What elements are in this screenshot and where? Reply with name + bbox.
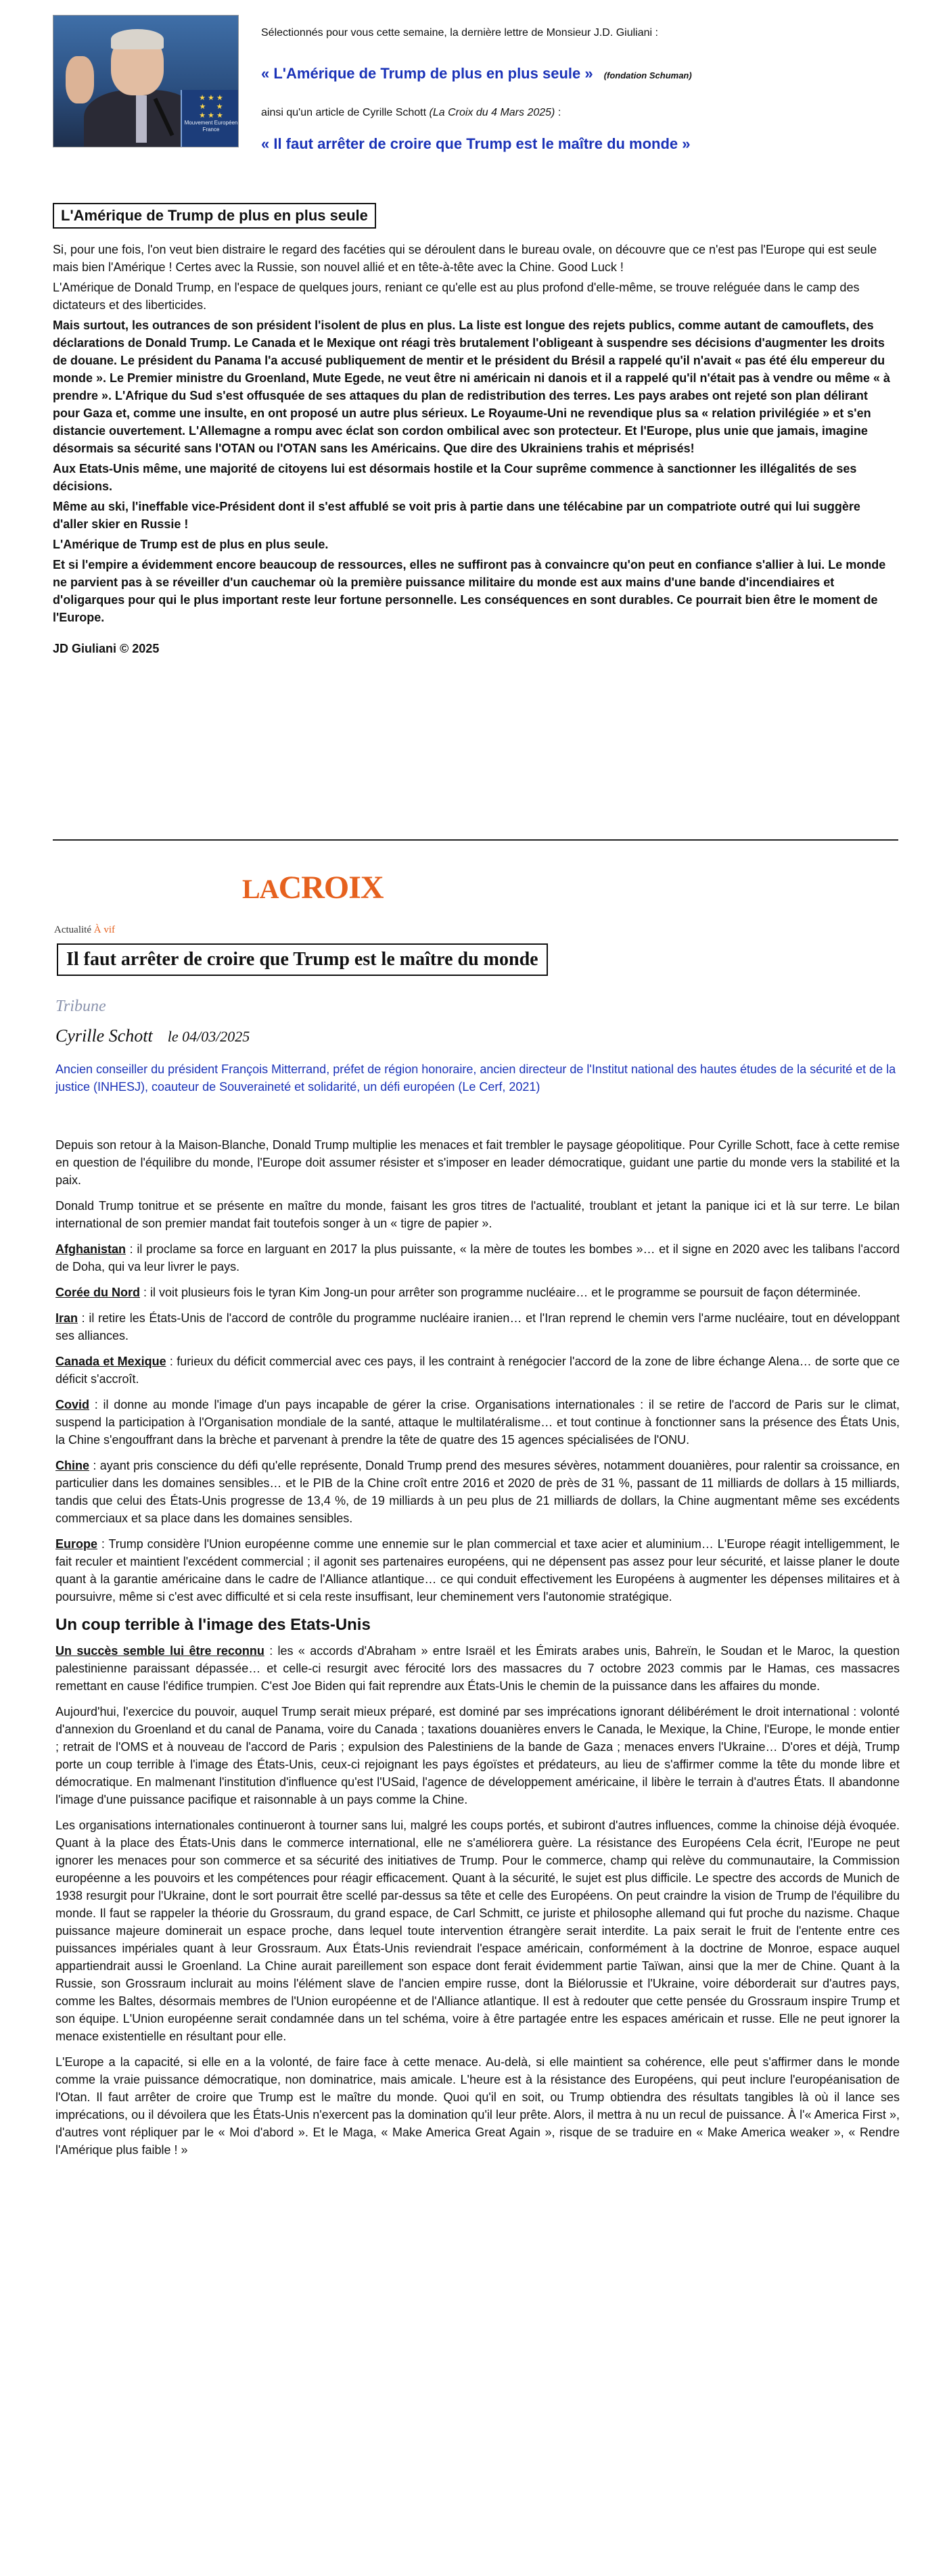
paragraph: Aujourd'hui, l'exercice du pouvoir, auquel Trump serait mieux préparé, est dominé par ses imprécations ignorant délibérément le droit international : volonté d'annexion du Groenland et du canal de Panama, voire du Canada ; taxations douanières envers le Canada, le Mexique, la Chine, l'Europe, le monde entier ; retrait de l'OMS et à nouveau de l'accord de Paris ; expulsion des Palestiniens de la bande de Gaza ; menaces envers l'Ukraine… D'ores et déjà, Trump porte un coup terrible à l'image des États-Unis, ceux-ci rejoignant les pays égoïstes et prédateurs, au lieu de s'affirmer comme la tête du monde libre et démocratique. En malmenant l'institution d'influence qu'est l'USaid, l'agence de développement américaine, il libère le terrain à d'autres États. Il abandonne l'image d'une puissance pacifique et raisonnable à un pays comme la Chine.: [55, 1705, 900, 1806]
paragraph: Si, pour une fois, l'on veut bien distraire le regard des facéties qui se déroulent dans le bureau ovale, on découvre que ce n'est pas l'Europe qui est seule mais bien l'Amérique ! Certes avec la Russie, son nouvel allié et en tête-à-tête avec la Chine. Good Luck !: [53, 243, 877, 274]
paragraph: Même au ski, l'ineffable vice-Président dont il s'est affublé se voit pris à partie dans une télécabine par un compatriote outré qui lui suggère d'aller skier en Russie !: [53, 500, 860, 531]
author-line: [55, 1026, 250, 1046]
list-item: Covid : il donne au monde l'image d'un pays incapable de gérer la crise. Organisations internationales : il se retire de l'accord de Paris sur le climat, suspend la participation à l'Organisation mondiale de la santé, attaque le multilatéralisme… et tout continue à fonctionner sans la présence des États Unis, la Chine s'engouffrant dans la brèche et parvenant à prendre la tête de quatre des 15 agences spécialisées de l'ONU.: [55, 1398, 900, 1447]
paragraph: Un succès semble lui être reconnu : les « accords d'Abraham » entre Israël et les Émirats arabes unis, Bahreïn, le Soudan et le Maroc, la question palestinienne paraissant dépassée… et celle-ci resurgit avec férocité lors des massacres du 7 octobre 2023 commis par le Hamas, ces massacres remettant en cause l'édifice trumpien. C'est Joe Biden qui fait reprendre aux États-Unis le chemin de la puissance dans les affaires du monde.: [55, 1644, 900, 1693]
paragraph: Depuis son retour à la Maison-Blanche, Donald Trump multiplie les menaces et fait trembler le paysage géopolitique. Pour Cyrille Schott, face à cette remise en question de l'équilibre du monde, l'Europe doit assumer résister et s'imposer en leader démocratique, guidant une partie du monde vers la stabilité et la paix.: [55, 1138, 900, 1187]
photo-caption: Mouvement Européen France: [184, 120, 238, 133]
list-item: Europe : Trump considère l'Union européenne comme une ennemie sur le plan commercial et taxe acier et aluminium… L'Europe réagit intelligemment, le fait reculer et maintient l'excédent commercial ; il agonit ses partenaires européens, qui ne dépensent pas assez pour leur sécurité, et laisse planer le doute quant à la garantie américaine dans le cadre de l'Alliance atlantique… ce qui conduit effectivement les Européens à augmenter les dépenses militaires et à poursuivre, même si c'est avec difficulté et si cela reste insuffisant, leur cheminement vers l'autonomie stratégique.: [55, 1537, 900, 1603]
rubrique: Actualité À vif: [54, 924, 115, 935]
author-bio: Ancien conseiller du président François Mitterrand, préfet de région honoraire, ancien directeur de l'Institut national des hautes études de la sécurité et de la justice (INHESJ), coauteur de Souveraineté et solidarité, un défi européen (Le Cerf, 2021): [55, 1062, 896, 1094]
list-item: Corée du Nord : il voit plusieurs fois le tyran Kim Jong-un pour arrêter son programme nucléaire… et le programme se poursuit de façon déterminée.: [55, 1286, 861, 1299]
lacroix-logo: LACROIX: [242, 870, 384, 906]
headline-source: (fondation Schuman): [603, 70, 692, 80]
signature: JD Giuliani © 2025: [53, 642, 160, 655]
headline-link-lacroix[interactable]: « Il faut arrêter de croire que Trump est le maître du monde »: [261, 135, 691, 152]
intro-line-2: ainsi qu'un article de Cyrille Schott (La Croix du 4 Mars 2025) :: [261, 107, 561, 118]
tribune-label: Tribune: [55, 998, 106, 1015]
paragraph: L'Amérique de Donald Trump, en l'espace de quelques jours, reniant ce qu'elle est au plus profond d'elle-même, se trouve reléguée dans le camp des dictateurs et des liberticides.: [53, 281, 860, 312]
intro-source: (La Croix du 4 Mars 2025): [429, 107, 555, 118]
author-name: Cyrille Schott: [55, 1026, 153, 1046]
article2-body: [55, 1136, 900, 2167]
paragraph: Et si l'empire a évidemment encore beaucoup de ressources, elles ne suffiront pas à convaincre qu'on peut en confiance s'allier à lui. Le monde ne parvient pas à se réveiller d'un cauchemar où la première puissance militaire du monde est aux mains d'une bande d'incendiaires et d'oligarques pour qui le plus important reste leur fortune personnelle. Les conséquences en sont durables. Ce pourrait bien être le moment de l'Europe.: [53, 558, 886, 624]
paragraph: Donald Trump tonitrue et se présente en maître du monde, faisant les gros titres de l'actualité, troublant et jetant la panique ici et là sur terre. Le bilan international de son premier mandat fait toutefois songer à un « tigre de papier ».: [55, 1199, 900, 1230]
subheading: Un coup terrible à l'image des Etats-Unis: [55, 1616, 371, 1634]
publish-date: le 04/03/2025: [167, 1028, 250, 1045]
paragraph: L'Amérique de Trump est de plus en plus seule.: [53, 538, 329, 551]
speaker-photo: [53, 15, 239, 147]
intro-line: Sélectionnés pour vous cette semaine, la dernière lettre de Monsieur J.D. Giuliani :: [261, 27, 658, 39]
list-item: Iran : il retire les États-Unis de l'accord de contrôle du programme nucléaire iranien… et l'Iran reprend le chemin vers l'arme nucléaire, tout en développant ses alliances.: [55, 1311, 900, 1342]
newsletter-header: [53, 15, 898, 150]
article1-body: [53, 241, 890, 660]
list-item: Chine : ayant pris conscience du défi qu'elle représente, Donald Trump prend des mesures sévères, notamment douanières, pour ralentir sa croissance, en particulier dans les domaines sensibles… et le PIB de la Chine croît entre 2016 et 2020 de près de 31 %, passant de 11 milliards de dollars à 15 milliards, tandis que celui des États-Unis progresse de 13,4 %, de 19 milliards à un peu plus de 21 milliards de dollars, la Chine augmentant même ses excédents commerciaux et sa place dans les domaines sensibles.: [55, 1459, 900, 1525]
article1-title: L'Amérique de Trump de plus en plus seule: [53, 203, 376, 229]
article2-title: Il faut arrêter de croire que Trump est le maître du monde: [57, 943, 548, 976]
list-item: Afghanistan : il proclame sa force en larguant en 2017 la plus puissante, « la mère de toutes les bombes »… et il signe en 2020 avec les talibans l'accord de Doha, qui va leur livrer le pays.: [55, 1242, 900, 1273]
list-item: Canada et Mexique : furieux du déficit commercial avec ces pays, il les contraint à renégocier l'accord de la zone de libre échange Alena… de sorte que ce déficit s'accroît.: [55, 1355, 900, 1386]
eu-flag-panel: ★ ★ ★ ★ ★ ★ ★ ★ Mouvement Européen France: [181, 90, 239, 147]
paragraph: Les organisations internationales continueront à tourner sans lui, malgré les coups portés, et subiront d'autres influences, comme la chinoise déjà évoquée. Quant à la place des États-Unis dans le commerce international, elle ne s'améliorera guère. La résistance des Européens Cela écrit, l'Europe ne peut ignorer les menaces pour son commerce et sa sécurité des initiatives de Trump. Pour le commerce, champ qui relève du communautaire, la Commission européenne a les pouvoirs et les compétences pour réagir efficacement. Quant à la sécurité, le sujet est plus difficile. Le spectre des accords de Munich de 1938 resurgit pour l'Ukraine, dont le sort pourrait être scellé par-dessus sa tête et celle des Européens. On peut craindre la vision de Trump de l'équilibre du monde. Il faut se rappeler la théorie du Grossraum, du grand espace, de Carl Schmitt, ce juriste et philosophe allemand qui fut proche du nazisme. Chaque puissance majeure dominerait un espace proche, dans lequel toute intervention étrangère serait interdite. La paix serait le fruit de l'entente entre ces puissances impériales quant à leur Grossraum. Aux États-Unis reviendrait l'espace américain, conformément à la doctrine de Monroe, espace auquel appartiendrait aussi le Groenland. La Chine aurait pareillement son espace dont ferait évidemment partie Taïwan, ainsi que la mer de Chine. Quant à la Russie, son Grossraum inclurait au moins l'élément slave de l'ancien empire russe, dont la Biélorussie et l'Ukraine, voire déborderait sur d'autres pays, comme les Baltes, désormais membres de l'Union européenne et de l'Alliance atlantique. Il est à redouter que cette pensée du Grossraum inspire Trump et son équipe. L'Union européenne serait condamnée dans un tel schéma, voire à être partagée entre les espaces américain et russe. Elle ne peut ignorer la menace existentielle en résultant pour elle.: [55, 1819, 900, 2043]
headline-link-schuman[interactable]: « L'Amérique de Trump de plus en plus seule » (fondation Schuman): [261, 65, 692, 82]
section-divider: [53, 839, 898, 841]
paragraph: Mais surtout, les outrances de son président l'isolent de plus en plus. La liste est longue des rejets publics, comme autant de camouflets, des déclarations de Donald Trump. Le Canada et le Mexique ont réagi très brutalement l'obligeant à suspendre ses décisions d'augmenter les droits de douane. Le président du Panama l'a accusé publiquement de mentir et le président du Brésil a rappelé qu'il n'avait « pas été élu empereur du monde ». Le Premier ministre du Groenland, Mute Egede, ne veut être ni américain ni danois et il a rappelé qu'il n'était pas à vendre ou même « à prendre ». L'Afrique du Sud s'est offusquée de ses attaques du plan de redistribution des terres. Les pays arabes ont rejeté son plan délirant pour Gaza et, comme une insulte, en ont proposé un autre plus sérieux. Le Royaume-Uni ne revendique plus sa « relation privilégiée » et s'en distancie ouvertement. L'Allemagne a rompu avec éclat son cordon ombilical avec son protecteur. Et l'Europe, plus unie que jamais, imagine désormais sa sécurité sans l'OTAN ou l'OTAN sans les Américains. Que dire des Ukrainiens trahis et méprisés!: [53, 319, 890, 455]
paragraph: Aux Etats-Unis même, une majorité de citoyens lui est désormais hostile et la Cour suprême commence à sanctionner les illégalités de ses décisions.: [53, 462, 857, 493]
paragraph: L'Europe a la capacité, si elle en a la volonté, de faire face à cette menace. Au-delà, si elle maintient sa cohérence, elle peut s'affirmer dans le monde comme la vraie puissance démocratique, non dominatrice, mais amicale. L'heure est à la résistance des Européens, qui peut inclure l'européanisation de l'Otan. Il faut arrêter de croire que Trump est le maître du monde. Quoi qu'il en soit, ou Trump obtiendra des résultats tangibles là où il lance ses imprécations, ou il dévoilera que les États-Unis n'exercent pas la domination qu'il leur prête. Alors, il mettra à nu un recul de puissance. À l'« America First », d'autres vont répliquer par le « Moi d'abord ». Et le Maga, « Make America Great Again », risque de se traduire en « Make America weaker », « Rendre l'Amérique plus faible ! »: [55, 2055, 900, 2157]
